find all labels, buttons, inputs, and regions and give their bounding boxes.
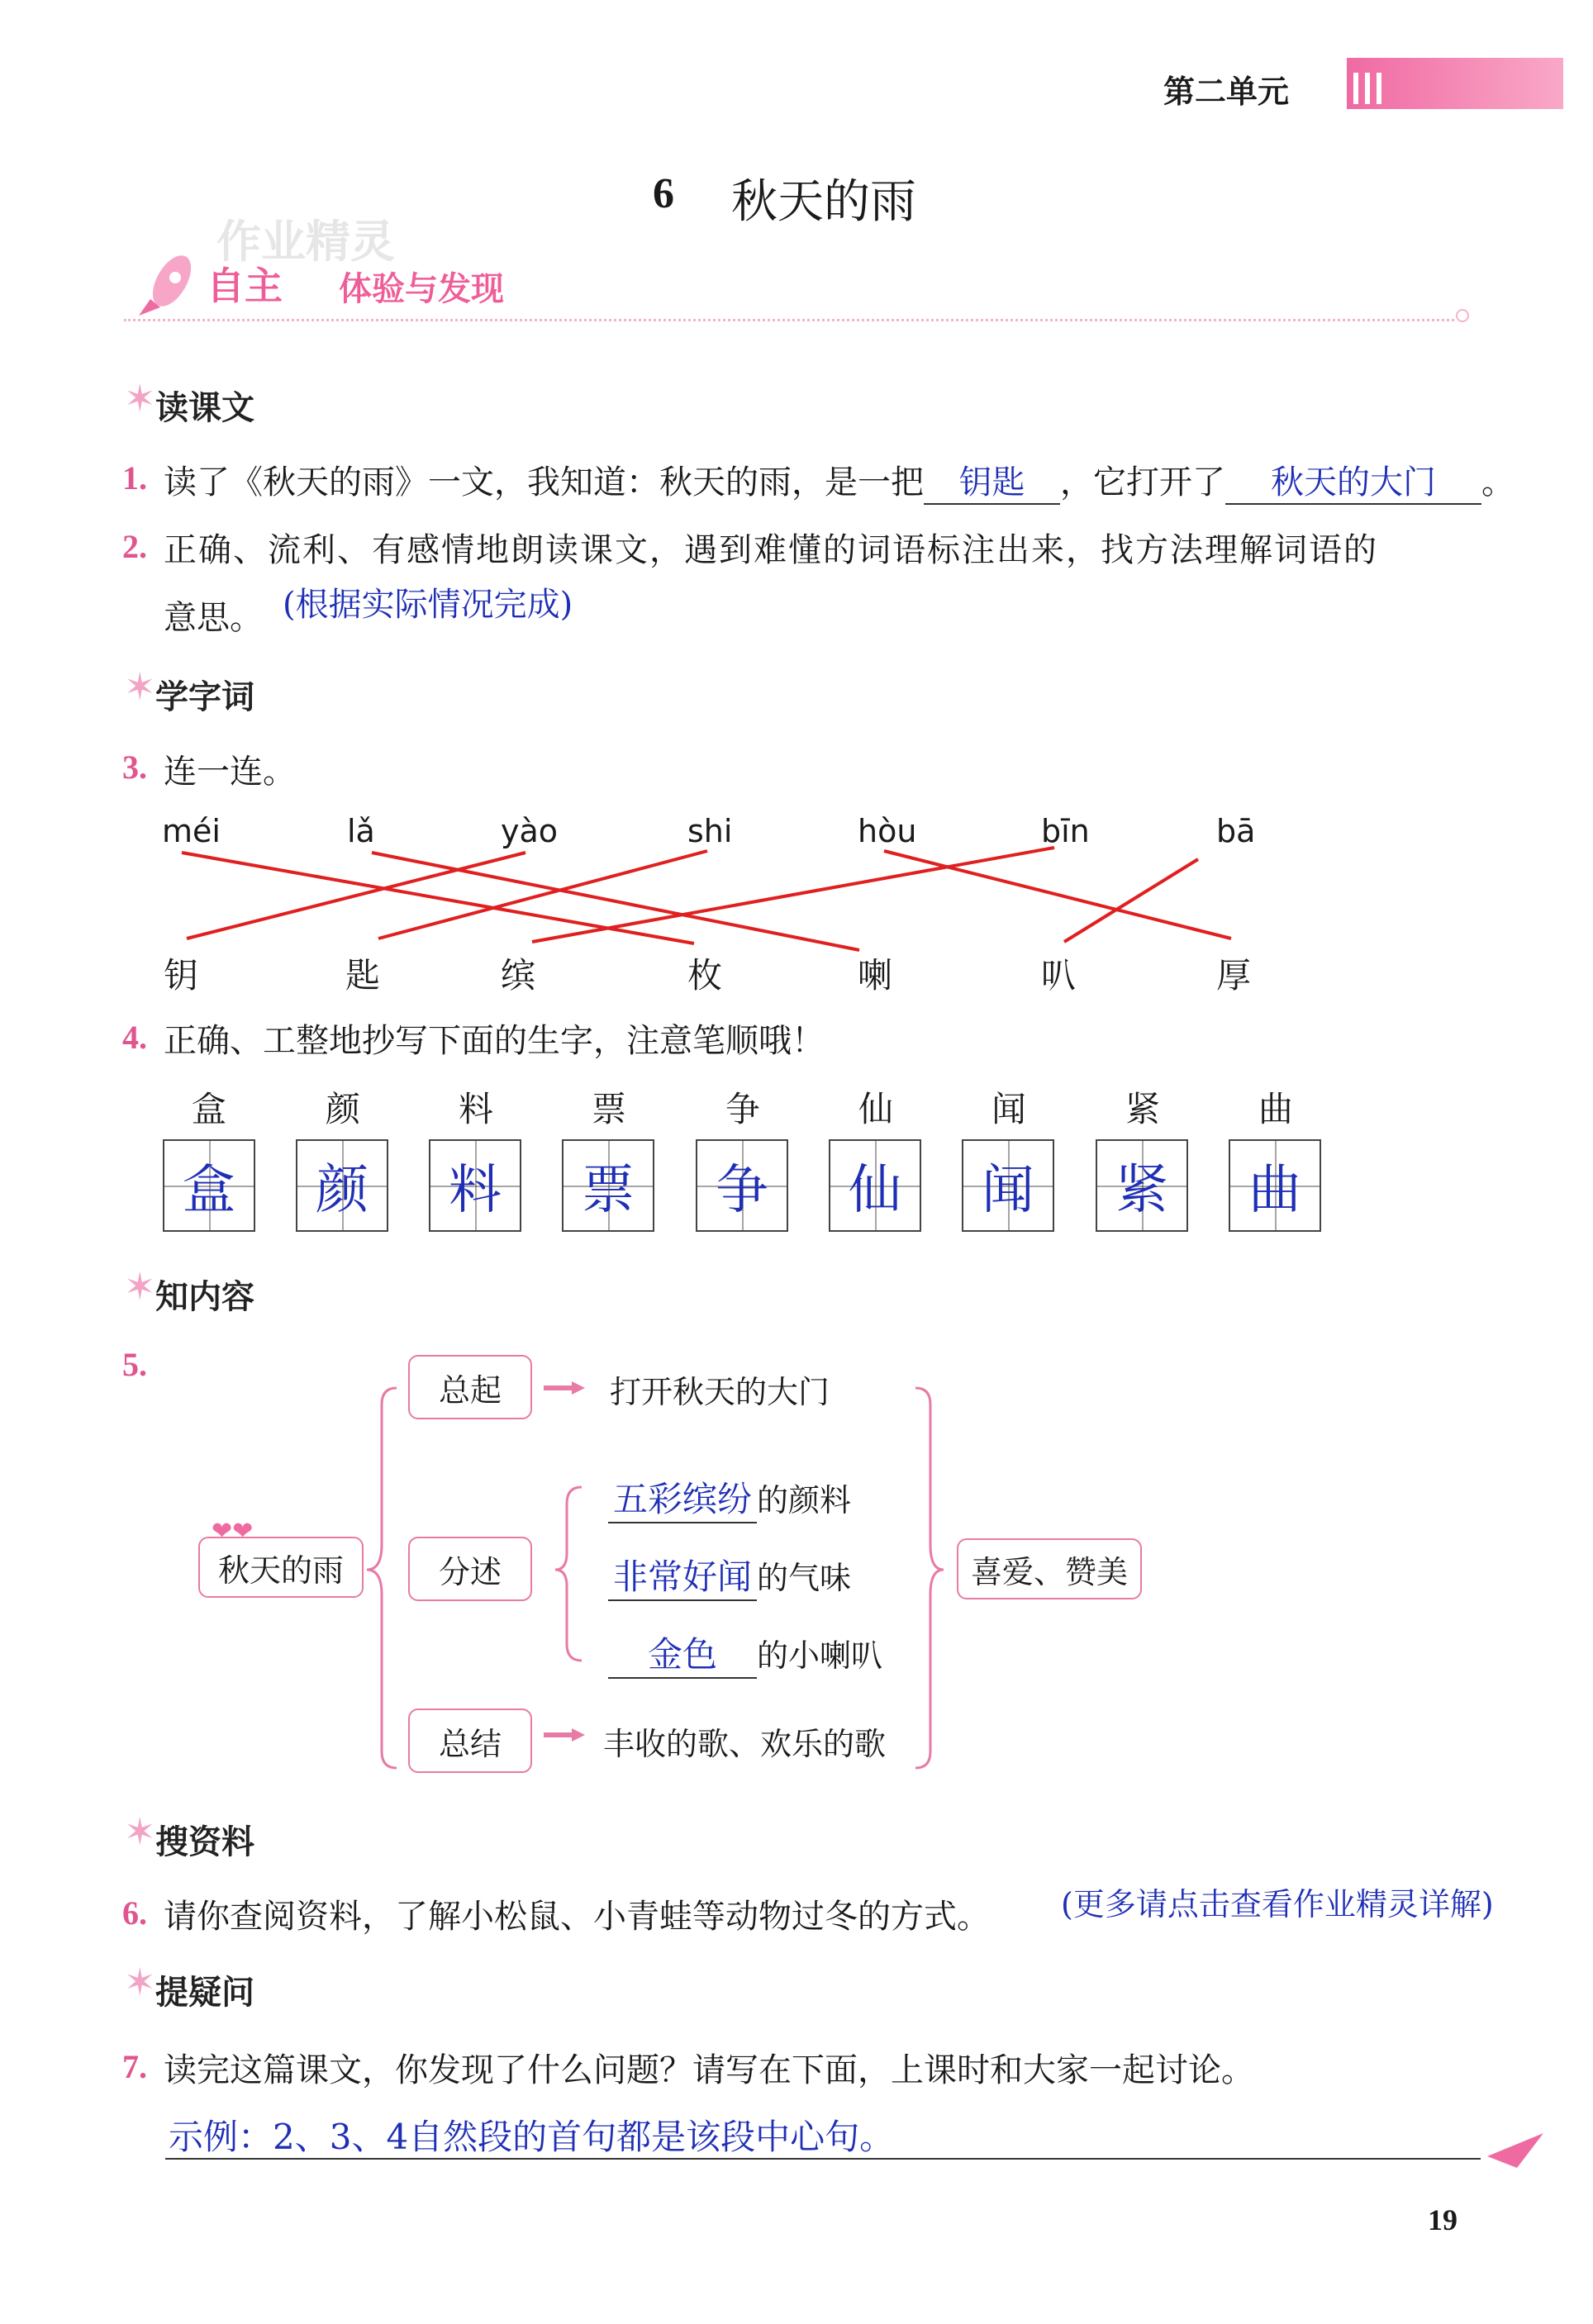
branch-summary-text: 丰收的歌、欢乐的歌 <box>603 1726 887 1762</box>
q6-number: 6. <box>122 1894 147 1932</box>
banner-label-sub: 体验与发现 <box>339 270 504 308</box>
mindmap-center-label: 秋天的雨 <box>217 1552 344 1589</box>
detail-answer: 五彩缤纷 <box>608 1472 757 1523</box>
hanzi-item: 匙 <box>345 955 381 996</box>
paper-plane-icon <box>1487 2132 1545 2176</box>
match-line <box>187 853 525 939</box>
page-title: 秋天的雨 <box>731 175 916 229</box>
page-number: 19 <box>1428 2203 1457 2236</box>
q3-text: 连一连。 <box>164 753 296 791</box>
q1-answer-2: 秋天的大门 <box>1225 456 1481 505</box>
writing-grid: 曲 <box>1229 1139 1321 1232</box>
pinyin-item: méi <box>162 813 221 849</box>
section-search: 搜资料 <box>155 1823 254 1861</box>
section-ask: 提疑问 <box>155 1974 254 2012</box>
mindmap-center <box>198 1537 364 1598</box>
copy-char-label: 票 <box>592 1089 627 1129</box>
section-star-icon: ✶ <box>124 376 156 421</box>
pinyin-item: shi <box>687 813 733 849</box>
mindmap-branch-intro <box>408 1355 532 1419</box>
copy-char-label: 争 <box>725 1089 761 1129</box>
matching-lines <box>0 0 1593 1033</box>
match-line <box>372 853 859 950</box>
copy-char-label: 紧 <box>1125 1089 1161 1129</box>
mindmap-branch-summary <box>408 1709 532 1773</box>
q1-text-1: 读了《秋天的雨》一文，我知道：秋天的雨，是一把 <box>164 463 924 501</box>
branch-intro-label: 总起 <box>438 1371 502 1409</box>
q7-answer: 示例：2、3、4自然段的首句都是该段中心句。 <box>169 2117 895 2157</box>
banner-label-main: 自主 <box>207 264 283 308</box>
q1-answer-1: 钥匙 <box>924 456 1060 505</box>
pinyin-item: lǎ <box>347 813 375 849</box>
copy-char-label: 闻 <box>991 1089 1027 1129</box>
copy-char-label: 仙 <box>858 1089 894 1129</box>
pinyin-item: yào <box>501 813 559 849</box>
writing-grid: 争 <box>696 1139 788 1232</box>
summary-label: 喜爱、赞美 <box>970 1553 1128 1590</box>
detail-text: 的小喇叭 <box>757 1637 883 1674</box>
pinyin-item: hòu <box>858 813 917 849</box>
q2-line1: 正确、流利、有感情地朗读课文，遇到难懂的词语标注出来，找方法理解词语的 <box>164 531 1378 569</box>
q4-number: 4. <box>122 1019 147 1056</box>
detail-item <box>608 1550 851 1601</box>
unit-label: 第二单元 <box>1163 74 1290 110</box>
pinyin-item: bā <box>1216 813 1256 849</box>
hanzi-item: 厚 <box>1216 955 1252 996</box>
detail-item <box>608 1472 851 1523</box>
writing-grid: 紧 <box>1096 1139 1188 1232</box>
watermark-text: 作业精灵 <box>216 216 395 268</box>
detail-answer: 非常好闻 <box>608 1550 757 1601</box>
q1-number: 1. <box>122 459 147 497</box>
writing-grid: 盒 <box>163 1139 255 1232</box>
writing-grid: 颜 <box>296 1139 388 1232</box>
copy-char-label: 曲 <box>1258 1089 1294 1129</box>
section-content: 知内容 <box>155 1278 254 1316</box>
writing-grid: 票 <box>562 1139 654 1232</box>
q4-text: 正确、工整地抄写下面的生字，注意笔顺哦！ <box>164 1022 825 1060</box>
detail-answer: 金色 <box>608 1628 757 1679</box>
section-learn: 学字词 <box>155 678 254 716</box>
writing-grid: 料 <box>429 1139 521 1232</box>
hanzi-item: 缤 <box>501 955 536 996</box>
q2-number: 2. <box>122 528 147 565</box>
match-line <box>532 848 1054 942</box>
q1-text-2: ，它打开了 <box>1060 463 1225 501</box>
q2-line2: 意思。 <box>164 599 263 637</box>
q7-number: 7. <box>122 2048 147 2085</box>
writing-grid: 仙 <box>829 1139 921 1232</box>
heart-icon: ❤❤ <box>212 1517 254 1546</box>
writing-grid: 闻 <box>962 1139 1054 1232</box>
section-read: 读课文 <box>155 389 254 427</box>
answer-line <box>165 2158 1481 2160</box>
branch-detail-label: 分述 <box>438 1553 502 1590</box>
copy-char-label: 颜 <box>326 1089 361 1129</box>
hanzi-item: 叭 <box>1041 955 1077 996</box>
q6-answer: (更多请点击查看作业精灵详解) <box>1061 1886 1494 1922</box>
copy-char-label: 盒 <box>192 1089 227 1129</box>
hanzi-item: 枚 <box>687 955 723 996</box>
detail-text: 的气味 <box>757 1560 852 1596</box>
mindmap-branch-detail <box>408 1537 532 1601</box>
branch-summary-label: 总结 <box>438 1725 502 1762</box>
mindmap-summary-box <box>957 1538 1142 1599</box>
branch-intro-text: 打开秋天的大门 <box>610 1374 830 1410</box>
hanzi-item: 喇 <box>858 955 893 996</box>
q6-text: 请你查阅资料，了解小松鼠、小青蛙等动物过冬的方式。 <box>164 1898 990 1936</box>
detail-text: 的颜料 <box>757 1482 852 1518</box>
q2-answer: (根据实际情况完成) <box>283 586 573 624</box>
q1-end: 。 <box>1481 463 1515 501</box>
lesson-number: 6 <box>653 170 674 217</box>
copy-char-label: 料 <box>459 1089 494 1129</box>
section-star-icon: ✶ <box>124 1960 156 2004</box>
q3-number: 3. <box>122 749 147 786</box>
hanzi-item: 钥 <box>164 955 199 996</box>
section-star-icon: ✶ <box>124 664 156 709</box>
q5-number: 5. <box>122 1346 147 1383</box>
section-star-icon: ✶ <box>124 1809 156 1854</box>
section-star-icon: ✶ <box>124 1264 156 1309</box>
match-line <box>884 851 1231 939</box>
pinyin-item: bīn <box>1041 813 1090 849</box>
q7-text: 读完这篇课文，你发现了什么问题？请写在下面，上课时和大家一起讨论。 <box>164 2051 1254 2089</box>
detail-item <box>608 1628 882 1679</box>
